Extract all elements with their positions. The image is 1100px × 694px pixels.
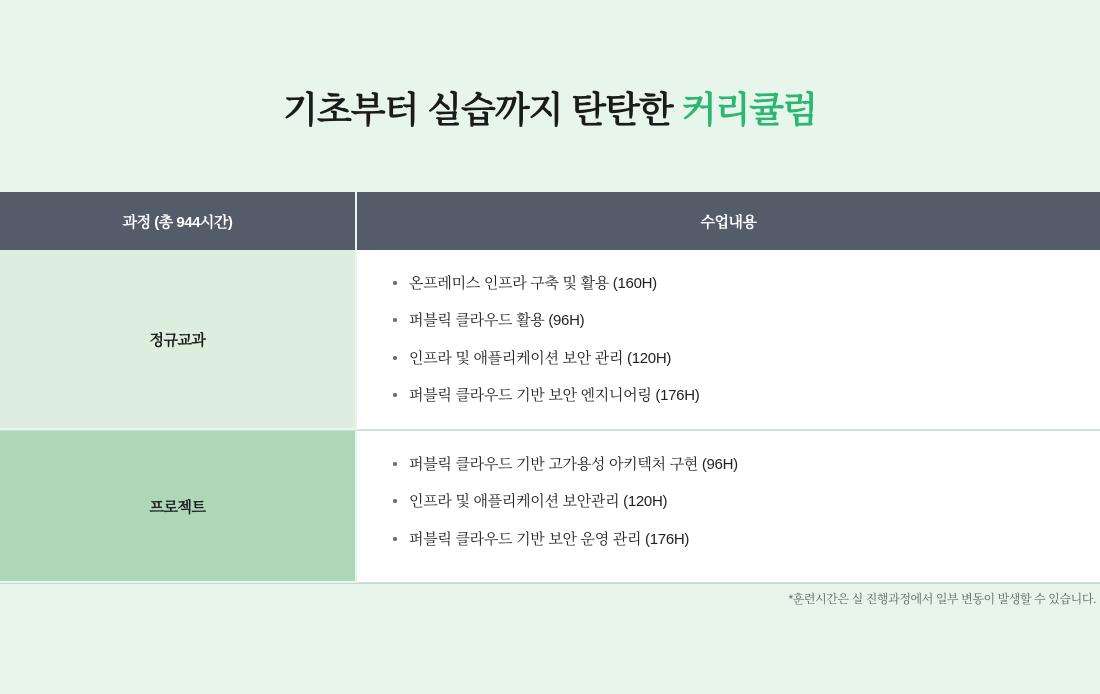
row-label-regular-course: 정규교과	[0, 250, 357, 430]
table-header-row	[0, 192, 1100, 250]
page-title-accent: 커리큘럼	[681, 89, 817, 130]
list-item: 퍼블릭 클라우드 활용 (96H)	[391, 309, 1100, 332]
page-title-prefix: 기초부터 실습까지 탄탄한	[283, 89, 682, 130]
list-item: 온프레미스 인프라 구축 및 활용 (160H)	[391, 272, 1100, 295]
row-content-regular-course	[357, 250, 1100, 430]
page-title	[283, 88, 817, 131]
curriculum-table	[0, 192, 1100, 584]
bullet-list	[391, 453, 1100, 551]
footnote-text: *훈련시간은 실 진행과정에서 일부 변동이 발생할 수 있습니다.	[788, 592, 1096, 606]
list-item: 퍼블릭 클라우드 기반 보안 운영 관리 (176H)	[391, 528, 1100, 551]
page-title-wrap	[0, 0, 1100, 131]
list-item: 퍼블릭 클라우드 기반 고가용성 아키텍처 구현 (96H)	[391, 453, 1100, 476]
table-row	[0, 431, 1100, 584]
table-header-course: 과정 (총 944시간)	[0, 192, 357, 250]
list-item: 인프라 및 애플리케이션 보안관리 (120H)	[391, 490, 1100, 513]
list-item: 인프라 및 애플리케이션 보안 관리 (120H)	[391, 347, 1100, 370]
table-row	[0, 250, 1100, 431]
table-header-content: 수업내용	[700, 213, 757, 231]
list-item: 퍼블릭 클라우드 기반 보안 엔지니어링 (176H)	[391, 384, 1100, 407]
bullet-list	[391, 272, 1100, 407]
row-content-project	[357, 431, 1100, 583]
row-label-project: 프로젝트	[0, 431, 357, 583]
